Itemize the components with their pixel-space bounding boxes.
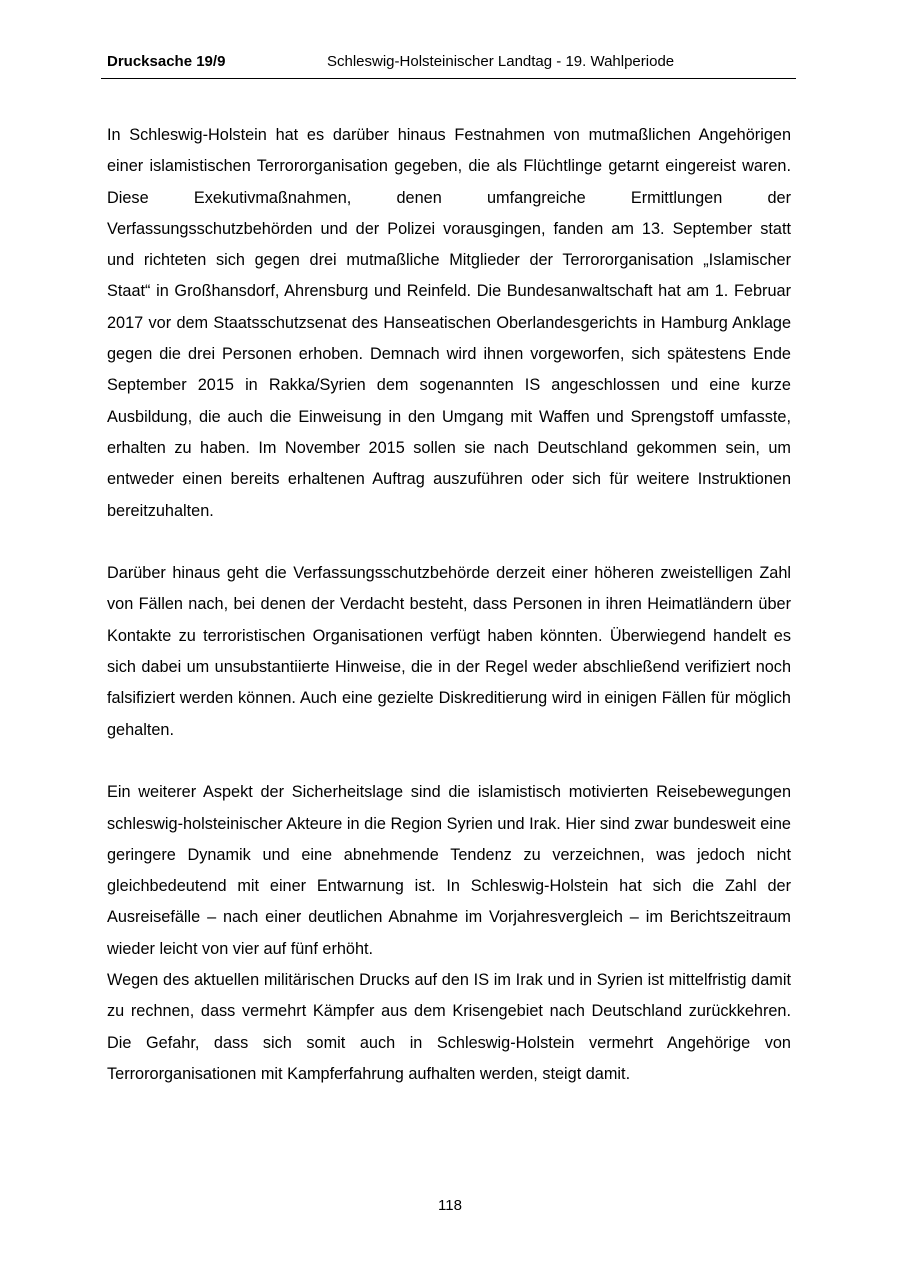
paragraph-arrests: In Schleswig-Holstein hat es darüber hinaus Festnahmen von mutmaßlichen Angehörigen einer islamistischen Terrororganisation gegeben, die als Flüchtlinge getarnt eingereist waren. Diese Exekutivmaßnahmen, denen umfangreiche Ermittlungen der Verfassungsschutzbehörden und der Polizei vorausgingen, fanden am 13. September statt und richteten sich gegen drei mutmaßliche Mitglieder der Terrororganisation „Islamischer Staat“ in Großhansdorf, Ahrensburg und Reinfeld. Die Bundesanwaltschaft hat am 1. Februar 2017 vor dem Staatsschutzsenat des Hanseatischen Oberlandesgerichts in Hamburg Anklage gegen die drei Personen erhoben. Demnach wird ihnen vorgeworfen, sich spätestens Ende September 2015 in Rakka/Syrien dem sogenannten IS angeschlossen und eine kurze Ausbildung, die auch die Einweisung in den Umgang mit Waffen und Sprengstoff umfasste, erhalten zu haben. Im November 2015 sollen sie nach Deutschland gekommen sein, um entweder einen bereits erhaltenen Auftrag auszuführen oder sich für weitere Instruktionen bereitzuhalten.: [107, 126, 791, 520]
document-body: [107, 120, 791, 1090]
paragraph-suspicion-cases: Darüber hinaus geht die Verfassungsschutzbehörde derzeit einer höheren zweistelligen Zahl von Fällen nach, bei denen der Verdacht besteht, dass Personen in ihren Heimatländern über Kontakte zu terroristischen Organisationen verfügt haben könnten. Überwiegend handelt es sich dabei um unsubstantiierte Hinweise, die in der Regel weder abschließend verifiziert noch falsifiziert werden können. Auch eine gezielte Diskreditierung wird in einigen Fällen für möglich gehalten.: [107, 564, 791, 739]
page-number: 118: [438, 1197, 462, 1214]
parliament-title: Schleswig-Holsteinischer Landtag - 19. Wahlperiode: [327, 53, 675, 70]
paragraph-travel-movements: Ein weiterer Aspekt der Sicherheitslage sind die islamistisch motivierten Reisebewegungen schleswig-holsteinischer Akteure in die Region Syrien und Irak. Hier sind zwar bundesweit eine geringere Dynamik und eine abnehmende Tendenz zu verzeichnen, was jedoch nicht gleichbedeutend mit einer Entwarnung ist. In Schleswig-Holstein hat sich die Zahl der Ausreisefälle – nach einer deutlichen Abnahme im Vorjahresvergleich – im Berichtszeitraum wieder leicht von vier auf fünf erhöht.: [107, 783, 791, 958]
paragraph-returnees: Wegen des aktuellen militärischen Drucks auf den IS im Irak und in Syrien ist mittelfristig damit zu rechnen, dass vermehrt Kämpfer aus dem Krisengebiet nach Deutschland zurückkehren. Die Gefahr, dass sich somit auch in Schleswig-Holstein vermehrt Angehörige von Terrororganisationen mit Kampferfahrung aufhalten werden, steigt damit.: [107, 971, 791, 1083]
document-id: Drucksache 19/9: [107, 53, 226, 70]
page-header: [101, 52, 796, 79]
